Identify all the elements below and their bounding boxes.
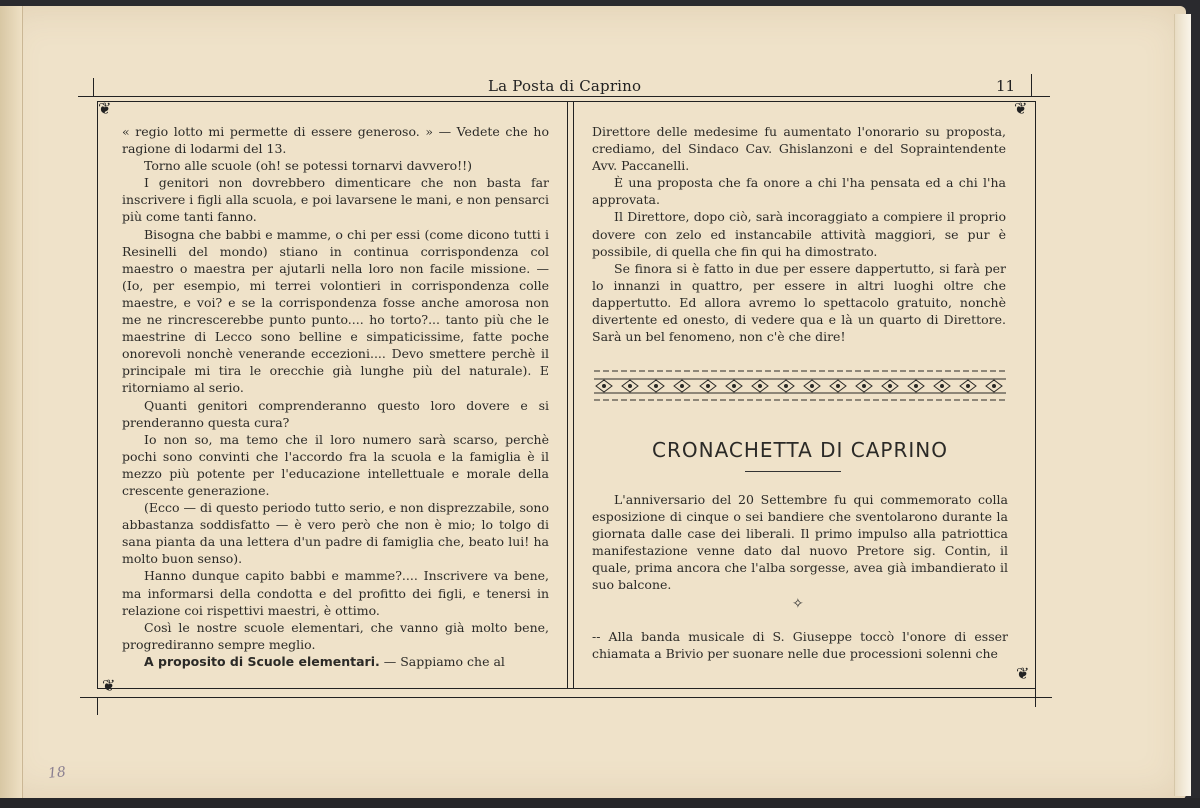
paragraph: Così le nostre scuole elementari, che vanno già molto bene, progrediranno sempre meglio. (122, 619, 549, 652)
scan-background (0, 798, 1200, 808)
title-underline (745, 471, 841, 472)
newspaper-title: La Posta di Caprino (488, 77, 642, 95)
paragraph: -- Alla banda musicale di S. Giuseppe toccò l'onore di esser chiamata a Brivio per suonare nelle due processioni solenni che (592, 629, 1008, 662)
frame-left-border (97, 101, 98, 689)
right-column-top (592, 123, 1006, 345)
frame-right-border (1035, 101, 1036, 689)
corner-ornament-icon: ❦ (1016, 664, 1030, 683)
separator-icon: ✧ (792, 596, 804, 612)
page-edge (1174, 14, 1191, 796)
paragraph: (Ecco — di questo periodo tutto serio, e non disprezzabile, sono abbastanza soddisfatto — è vero però che non è mio; lo tolgo di sana pianta da una lettera d'un padre di famiglia che, beato lui! ha molto buon senso). (122, 500, 549, 567)
paragraph: Bisogna che babbi e mamme, o chi per essi (come dicono tutti i Resinelli del mondo) stiano in continua corrispondenza col maestro o maestra per ajutarli nella loro non facile missione. — (Io, per esempio, mi terrei volontieri in corrispondenza colle maestre, e voi? e se la corrispondenza fosse anche amorosa non me ne rincrescerebbe punto punto.... ho torto?... tanto più che le maestrine di Lecco sono belline e simpaticissime, fatte poche onorevoli nonchè venerande eccezioni.... Devo smettere perchè il principale mi tira le orecchie già lunghe più del naturale). E ritorniamo al serio. (122, 226, 549, 396)
section-title: CRONACHETTA DI CAPRINO (652, 438, 948, 462)
paragraph-heading: A proposito di Scuole elementari. (144, 653, 380, 669)
paragraph: È una proposta che fa onore a chi l'ha pensata ed a chi l'ha approvata. (592, 175, 1006, 208)
paragraph: Hanno dunque capito babbi e mamme?.... Inscrivere va bene, ma informarsi della condotta e del profitto dei figli, e tenersi in relazione coi rispettivi maestri, è ottimo. (122, 568, 549, 618)
paragraph (122, 653, 549, 670)
page-number: 11 (996, 77, 1016, 95)
paragraph: Quanti genitori comprenderanno questo loro dovere e si prenderanno questa cura? (122, 397, 549, 430)
paragraph: Direttore delle medesime fu aumentato l'onorario su proposta, crediamo, del Sindaco Cav. Ghislanzoni e del Sopraintendente Avv. Paccanelli. (592, 124, 1006, 174)
header-rule (78, 96, 1050, 97)
paragraph-text: — Sappiamo che al (379, 653, 505, 669)
footer-rule (80, 697, 1052, 698)
footer-left-tick (97, 697, 98, 715)
paragraph: I genitori non dovrebbero dimenticare che non basta far inscrivere i figli alla scuola, e poi lavarsene le mani, e non pensarci più come tanti fanno. (122, 175, 549, 225)
paragraph: L'anniversario del 20 Settembre fu qui commemorato colla esposizione di cinque o sei bandiere che sventolarono durante la giornata dalle case dei liberali. Il primo impulso alla patriottica manifestazione venne dato dal nuovo Pretore sig. Contin, il quale, prima ancora che l'alba sorgesse, avea già imbandierato il suo balcone. (592, 492, 1008, 593)
corner-ornament-icon: ❦ (98, 99, 112, 118)
column-divider-1 (567, 102, 568, 689)
paragraph: « regio lotto mi permette di essere generoso. » — Vedete che ho ragione di lodarmi del 13. (122, 124, 549, 157)
column-divider-2 (573, 102, 574, 689)
margin-note: 18 (47, 764, 67, 782)
left-column (122, 123, 549, 670)
corner-ornament-icon: ❦ (102, 676, 116, 695)
paragraph: Torno alle scuole (oh! se potessi tornarvi davvero!!) (144, 158, 473, 174)
frame-right-tick (1031, 74, 1032, 96)
book-spine (0, 6, 23, 800)
corner-ornament-icon: ❦ (1014, 99, 1028, 118)
frame-left-tick (93, 78, 94, 96)
right-column-bottom (592, 491, 1008, 594)
decorative-border (592, 366, 1008, 406)
inner-bottom-rule (98, 688, 1036, 689)
footer-right-tick (1035, 689, 1036, 707)
paragraph: Il Direttore, dopo ciò, sarà incoraggiato a compiere il proprio dovere con zelo ed instancabile attività maggiori, se pur è possibile, di quella che fin qui ha dimostrato. (592, 209, 1006, 259)
paragraph-block (592, 628, 1008, 662)
paragraph: Se finora si è fatto in due per essere dappertutto, si farà per lo innanzi in quattro, per essere in altri luoghi oltre che dappertutto. Ed allora avremo lo spettacolo gratuito, nonchè divertente ed onesto, di vedere qua e là un quarto di Direttore. Sarà un bel fenomeno, non c'è che dire! (592, 260, 1006, 345)
paragraph: Io non so, ma temo che il loro numero sarà scarso, perchè pochi sono convinti che l'accordo fra la scuola e la famiglia è il mezzo più potente per l'educazione intellettuale e morale della crescente generazione. (122, 431, 549, 498)
